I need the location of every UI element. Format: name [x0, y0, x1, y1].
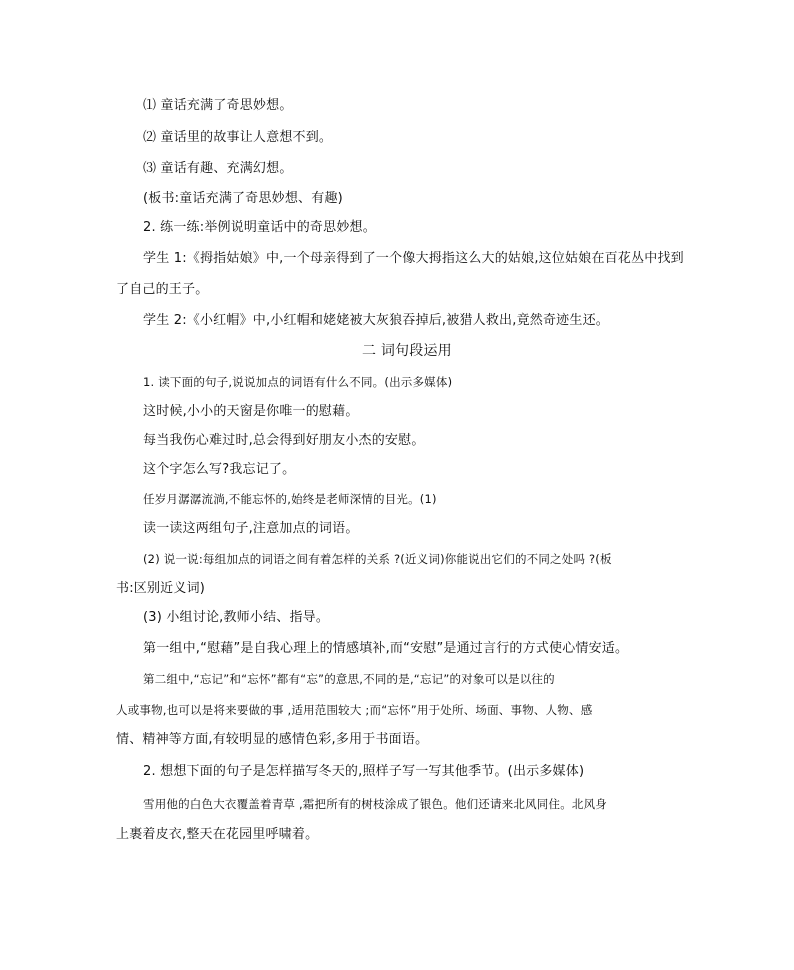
text-line: 2. 练一练:举例说明童话中的奇思妙想。: [143, 220, 376, 235]
text-line: 这个字怎么写?我忘记了。: [143, 462, 296, 477]
text-line: ⑴ 童话充满了奇思妙想。: [143, 98, 293, 113]
text-line: 第一组中,“慰藉”是自我心理上的情感填补,而“安慰”是通过言行的方式使心情安适。: [143, 641, 629, 656]
text-line: ⑶ 童话有趣、充满幻想。: [143, 161, 293, 176]
text-line: 任岁月潺潺流淌,不能忘怀的,始终是老师深情的目光。(1): [143, 492, 437, 506]
text-line: 情、精神等方面,有较明显的感情色彩,多用于书面语。: [116, 732, 429, 747]
section-heading: 二 词句段运用: [362, 343, 452, 359]
text-line: 学生 2:《小红帽》中,小红帽和姥姥被大灰狼吞掉后,被猎人救出,竟然奇迹生还。: [143, 313, 609, 328]
text-line: 人或事物,也可以是将来要做的事 ,适用范围较大 ;而“忘怀”用于处所、场面、事物、人物、感: [116, 703, 593, 717]
text-line: (板书:童话充满了奇思妙想、有趣): [143, 191, 343, 206]
text-line: 每当我伤心难过时,总会得到好朋友小杰的安慰。: [143, 433, 425, 448]
text-line: 雪用他的白色大衣覆盖着青草 ,霜把所有的树枝涂成了银色。他们还请来北风同住。北风身: [143, 797, 608, 811]
text-line: 1. 读下面的句子,说说加点的词语有什么不同。(出示多媒体): [143, 375, 453, 389]
text-line: 书:区别近义词): [116, 581, 206, 596]
text-line: 学生 1:《拇指姑娘》中,一个母亲得到了一个像大拇指这么大的姑娘,这位姑娘在百花丛中找到: [143, 251, 684, 266]
text-line: 2. 想想下面的句子是怎样描写冬天的,照样子写一写其他季节。(出示多媒体): [143, 764, 585, 779]
text-line: 第二组中,“忘记”和“忘怀”都有“忘”的意思,不同的是,“忘记”的对象可以是以往的: [143, 672, 555, 686]
text-line: 读一读这两组句子,注意加点的词语。: [143, 521, 359, 536]
text-line: 这时候,小小的天窗是你唯一的慰藉。: [143, 404, 359, 419]
text-line: (3) 小组讨论,教师小结、指导。: [143, 610, 330, 625]
text-line: (2) 说一说:每组加点的词语之间有着怎样的关系 ?(近义词)你能说出它们的不同之处吗 ?(板: [143, 552, 612, 566]
text-line: 了自己的王子。: [116, 282, 209, 297]
text-line: ⑵ 童话里的故事让人意想不到。: [143, 130, 333, 145]
text-line: 上裹着皮衣,整天在花园里呼啸着。: [116, 827, 319, 842]
